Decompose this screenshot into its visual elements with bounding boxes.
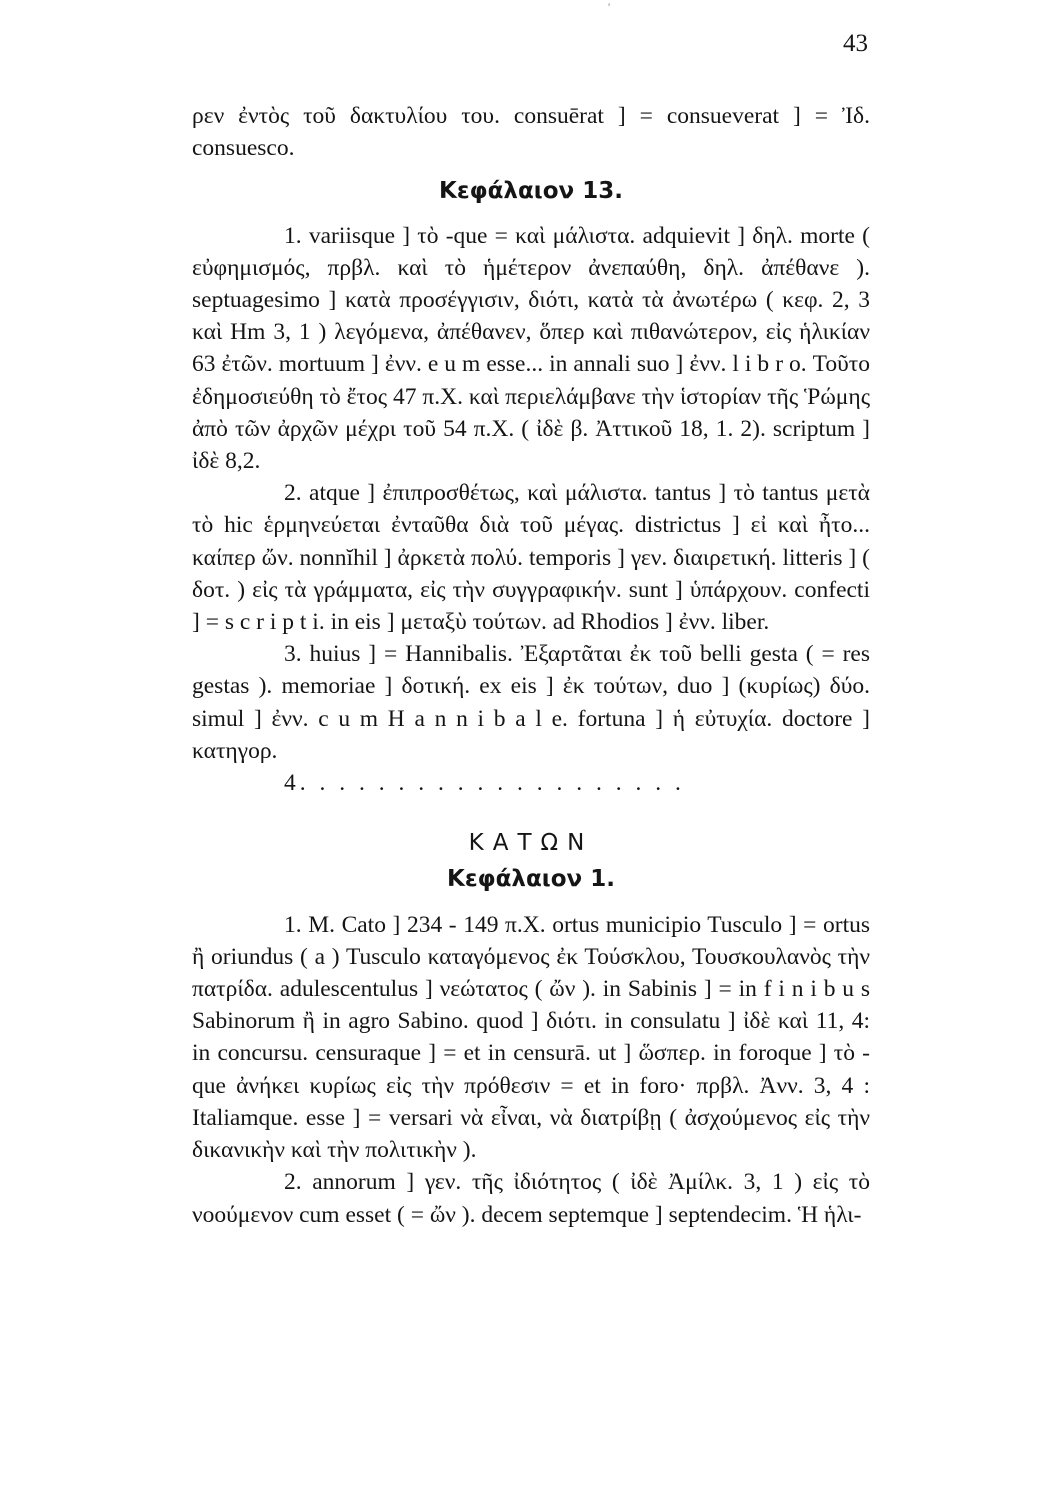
commentary-text: [192, 100, 870, 1231]
chapter-heading-13: Κεφάλαιον 13.: [439, 178, 623, 205]
chapter-heading-1: Κεφάλαιον 1.: [447, 866, 615, 893]
cato-note-paragraph-1: 1. M. Cato ] 234 - 149 π.Χ. ortus municipio Tusculo ] = ortus ἢ oriundus ( a ) Tusculo καταγόμενος ἐκ Τούσκλου, Τουσκουλανὸς τὴν πατρίδα. adulescentulus ] νεώτατος ( ὤν ). in Sabinis ] = in f i n i b u s Sabinorum ἢ in agro Sabino. quod ] διότι. in consulatu ] ἰδὲ καὶ 11, 4: in concursu. censuraque ] = et in censurā. ut ] ὥσπερ. in foroque ] τὸ - que ἀνήκει κυρίως εἰς τὴν πρόθεσιν = et in foro· πρβλ. Ἀνν. 3, 4 : Italiamque. esse ] = versari νὰ εἶναι, νὰ διατρίβῃ ( ἀσχούμενος εἰς τὴν δικανικὴν καὶ τὴν πολιτικὴν ).: [192, 911, 870, 1164]
note-paragraph-2: 2. atque ] ἐπιπροσθέτως, καὶ μάλιστα. tantus ] τὸ tantus μετὰ τὸ hic ἑρμηνεύεται ἐνταῦθα διὰ τοῦ μέγας. districtus ] εἰ καὶ ἦτο... καίπερ ὤν. nonnĭhil ] ἀρκετὰ πολύ. temporis ] γεν. διαιρετική. litteris ] ( δοτ. ) εἰς τὰ γράμματα, εἰς τὴν συγγραφικήν. sunt ] ὑπάρχουν. confecti ] = s c r i p t i. in eis ] μεταξὺ τούτων. ad Rhodios ] ἐνν. liber.: [192, 480, 870, 636]
note-paragraph-3: 3. huius ] = Hannibalis. Ἐξαρτᾶται ἐκ τοῦ belli gesta ( = res gestas ). memoriae ] δοτική. ex eis ] ἐκ τούτων, duo ] (κυρίως) δύο. simul ] ἐνν. c u m H a n n i b a l e. fortuna ] ἡ εὐτυχία. doctore ] κατηγορ.: [192, 641, 870, 764]
note-paragraph-1: 1. variisque ] τὸ -que = καὶ μάλιστα. adquievit ] δηλ. morte ( εὐφημισμός, πρβλ. καὶ τὸ ἡμέτερον ἀνεπαύθη, δηλ. ἀπέθανε ). septuagesimo ] κατὰ προσέγγισιν, διότι, κατὰ τὰ ἀνωτέρω ( κεφ. 2, 3 καὶ Hm 3, 1 ) λεγόμενα, ἀπέθανεν, ὅπερ καὶ πιθανώτερον, εἰς ἡλικίαν 63 ἐτῶν. mortuum ] ἐνν. e u m esse... in annali suo ] ἐνν. l i b r o. Τοῦτο ἐδημοσιεύθη τὸ ἔτος 47 π.Χ. καὶ περιελάμβανε τὴν ἱστορίαν τῆς Ῥώμης ἀπὸ τῶν ἀρχῶν μέχρι τοῦ 54 π.Χ. ( ἰδὲ β. Ἀττικοῦ 18, 1. 2). scriptum ] ἰδὲ 8,2.: [192, 222, 870, 475]
cato-note-paragraph-2: 2. annorum ] γεν. τῆς ἰδιότητος ( ἰδὲ Ἀμίλκ. 3, 1 ) εἰς τὸ νοούμενον cum esset ( = ὤν ). decem septemque ] septendecim. Ἡ ἡλι-: [192, 1169, 870, 1228]
note-paragraph-4: 4. . . . . . . . . . . . . . . . . . . .: [284, 770, 685, 797]
continuation-paragraph: ρεν ἐντὸς τοῦ δακτυλίου του. consuērat ] = consueverat ] = Ἰδ. consuesco.: [192, 103, 870, 162]
author-title: ΚΑΤΩΝ: [468, 830, 594, 857]
tick-mark: ': [608, 0, 611, 14]
page-number: 43: [843, 30, 868, 57]
